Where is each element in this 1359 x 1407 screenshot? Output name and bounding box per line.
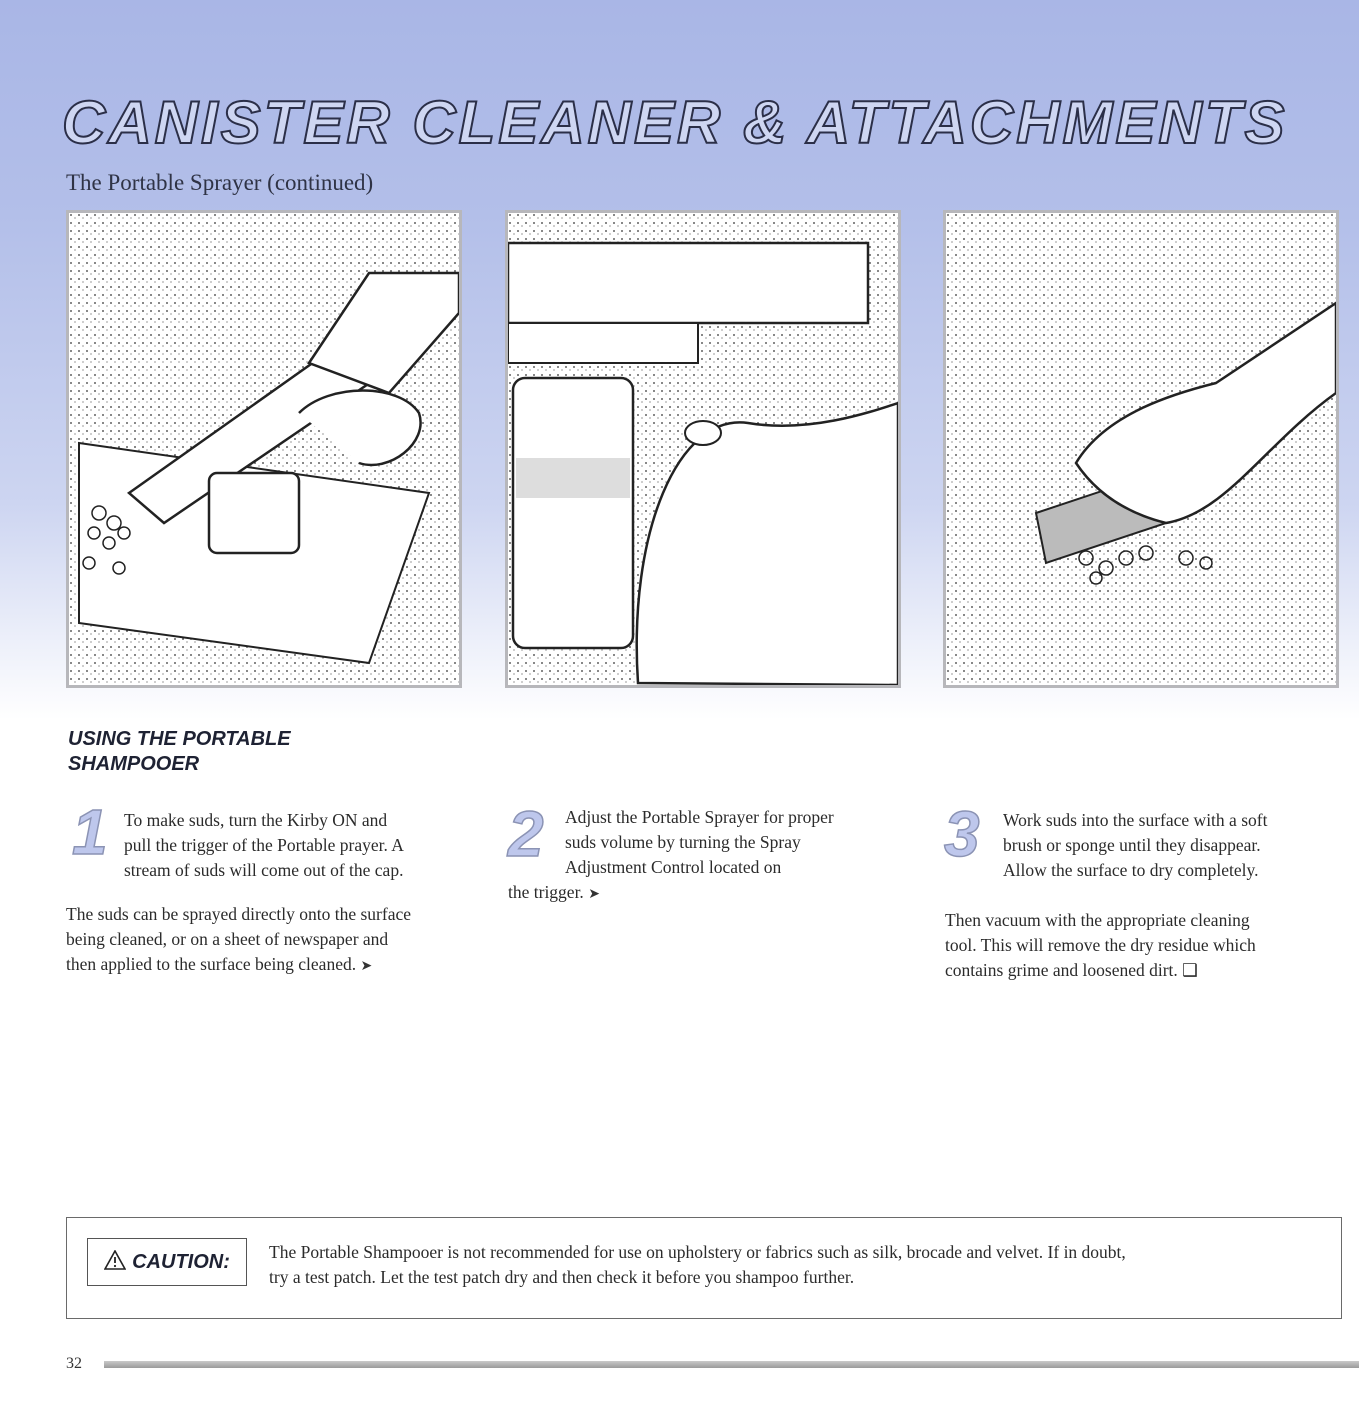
illustration-adjusting-sprayer	[505, 210, 901, 688]
step-3-line: Allow the surface to dry completely.	[1003, 860, 1259, 880]
caution-line-1: The Portable Shampooer is not recommended for use on upholstery or fabrics such as silk, brocade and velvet. If in doubt,	[269, 1242, 1126, 1262]
step-3-paragraph	[945, 908, 1345, 983]
caution-word: CAUTION:	[132, 1250, 230, 1273]
end-of-section-icon: ❑	[1182, 960, 1198, 980]
step-1-paragraph	[66, 902, 486, 979]
page-number: 32	[66, 1355, 82, 1372]
step-1-paragraph-line: The suds can be sprayed directly onto the surface	[66, 904, 412, 924]
step-3-number: 3	[944, 798, 980, 870]
caution-label	[87, 1238, 247, 1286]
footer-rule	[104, 1361, 1359, 1368]
caution-line-2: try a test patch. Let the test patch dry and then check it before you shampoo further.	[269, 1267, 855, 1287]
step-2-number: 2	[508, 798, 544, 870]
continue-arrow-icon: ➤	[360, 959, 373, 974]
step-3-line: Work suds into the surface with a soft	[1003, 810, 1268, 830]
illustration-spraying-suds	[66, 210, 462, 688]
caution-box	[66, 1217, 1342, 1319]
step-1-line: To make suds, turn the Kirby ON and	[124, 810, 388, 830]
step-1-paragraph-line: being cleaned, or on a sheet of newspaper and	[66, 929, 389, 949]
warning-triangle-icon	[104, 1250, 126, 1275]
step-1-line: pull the trigger of the Portable prayer. A	[124, 835, 404, 855]
step-3-text	[1003, 808, 1353, 883]
step-1-line: stream of suds will come out of the cap.	[124, 860, 404, 880]
step-3-paragraph-line: contains grime and loosened dirt.	[945, 960, 1178, 980]
illustration-working-suds	[943, 210, 1339, 688]
step-2-continuation	[508, 880, 808, 907]
section-heading-line2: SHAMPOOER	[68, 753, 200, 775]
caution-text	[269, 1240, 1329, 1290]
step-3-paragraph-line: tool. This will remove the dry residue which	[945, 935, 1256, 955]
step-2-line: suds volume by turning the Spray	[565, 832, 801, 852]
step-1-paragraph-line: then applied to the surface being cleaned.	[66, 954, 357, 974]
step-2-line: Adjustment Control located on	[565, 857, 782, 877]
step-2-continuation-text: the trigger.	[508, 882, 584, 902]
step-3-paragraph-line: Then vacuum with the appropriate cleaning	[945, 910, 1250, 930]
step-1-number: 1	[72, 796, 108, 868]
page-title: CANISTER CLEANER & ATTACHMENTS	[62, 89, 1288, 156]
continue-arrow-icon: ➤	[588, 887, 600, 902]
page-subtitle: The Portable Sprayer (continued)	[66, 170, 374, 195]
step-2-text	[565, 805, 905, 880]
section-heading	[68, 727, 368, 777]
section-heading-line1: USING THE PORTABLE	[68, 728, 291, 750]
step-2-line: Adjust the Portable Sprayer for proper	[565, 807, 834, 827]
step-3-line: brush or sponge until they disappear.	[1003, 835, 1261, 855]
step-1-text	[124, 808, 464, 883]
